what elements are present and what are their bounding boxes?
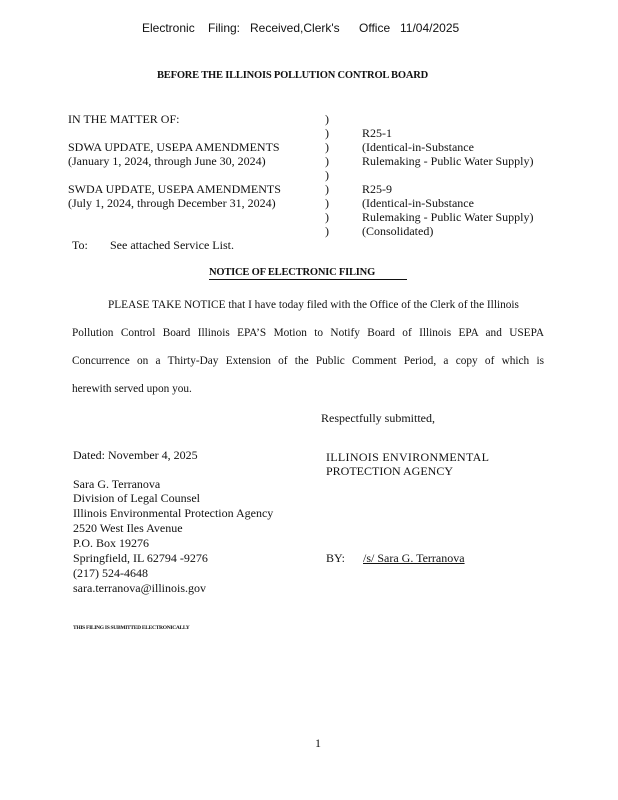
page-number: 1 bbox=[315, 736, 321, 750]
caption-paren: ) bbox=[325, 182, 329, 196]
to-text: See attached Service List. bbox=[110, 238, 234, 252]
notice-title-underline bbox=[209, 279, 407, 280]
matter2-dates: (July 1, 2024, through December 31, 2024) bbox=[68, 196, 276, 210]
stamp-filing: Filing: bbox=[208, 21, 241, 35]
signer-email: sara.terranova@illinois.gov bbox=[73, 581, 207, 595]
agency-line-2: PROTECTION AGENCY bbox=[326, 464, 454, 478]
docket2-desc3: (Consolidated) bbox=[362, 224, 434, 238]
board-title: BEFORE THE ILLINOIS POLLUTION CONTROL BOARD bbox=[157, 70, 428, 81]
caption-paren: ) bbox=[325, 210, 329, 224]
signer-city: Springfield, IL 62794 -9276 bbox=[73, 551, 208, 565]
docket2-desc2: Rulemaking - Public Water Supply) bbox=[362, 210, 534, 224]
caption-paren: ) bbox=[325, 126, 329, 140]
stamp-electronic: Electronic bbox=[142, 21, 195, 35]
signer-division: Division of Legal Counsel bbox=[73, 491, 200, 505]
signer-pobox: P.O. Box 19276 bbox=[73, 536, 150, 550]
agency-line-1: ILLINOIS ENVIRONMENTAL bbox=[326, 450, 490, 464]
stamp-received: Received,Clerk's bbox=[250, 21, 340, 35]
docket1-desc1: (Identical-in-Substance bbox=[362, 140, 474, 154]
caption-paren: ) bbox=[325, 154, 329, 168]
stamp-date: 11/04/2025 bbox=[400, 21, 460, 35]
docket1-desc2: Rulemaking - Public Water Supply) bbox=[362, 154, 534, 168]
signer-name: Sara G. Terranova bbox=[73, 477, 161, 491]
matter1-dates: (January 1, 2024, through June 30, 2024) bbox=[68, 154, 266, 168]
by-label: BY: bbox=[326, 551, 345, 565]
signature: /s/ Sara G. Terranova bbox=[363, 551, 465, 565]
respectfully-submitted: Respectfully submitted, bbox=[321, 411, 435, 425]
stamp-office: Office bbox=[359, 21, 391, 35]
matter1-title: SDWA UPDATE, USEPA AMENDMENTS bbox=[68, 140, 280, 154]
footer-note: THIS FILING IS SUBMITTED ELECTRONICALLY bbox=[73, 625, 190, 631]
notice-title: NOTICE OF ELECTRONIC FILING bbox=[209, 267, 376, 278]
signer-phone: (217) 524-4648 bbox=[73, 566, 148, 580]
caption-paren: ) bbox=[325, 140, 329, 154]
body-line-4: herewith served upon you. bbox=[72, 383, 192, 395]
in-the-matter: IN THE MATTER OF: bbox=[68, 112, 180, 126]
body-line-2: Pollution Control Board Illinois EPA’S Motion to Notify Board of Illinois EPA and USEPA bbox=[72, 327, 544, 339]
signer-street: 2520 West Iles Avenue bbox=[73, 521, 183, 535]
caption-paren: ) bbox=[325, 168, 329, 182]
body-line-3: Concurrence on a Thirty-Day Extension of the Public Comment Period, a copy of which is bbox=[72, 355, 544, 367]
dated: Dated: November 4, 2025 bbox=[73, 448, 198, 462]
caption-paren: ) bbox=[325, 196, 329, 210]
docket2-number: R25-9 bbox=[362, 182, 392, 196]
caption-paren: ) bbox=[325, 112, 329, 126]
body-line-1: PLEASE TAKE NOTICE that I have today filed with the Office of the Clerk of the Illinois bbox=[108, 299, 519, 311]
docket2-desc1: (Identical-in-Substance bbox=[362, 196, 474, 210]
docket1-number: R25-1 bbox=[362, 126, 392, 140]
matter2-title: SWDA UPDATE, USEPA AMENDMENTS bbox=[68, 182, 281, 196]
to-label: To: bbox=[72, 238, 88, 252]
caption-paren: ) bbox=[325, 224, 329, 238]
signer-agency: Illinois Environmental Protection Agency bbox=[73, 506, 274, 520]
